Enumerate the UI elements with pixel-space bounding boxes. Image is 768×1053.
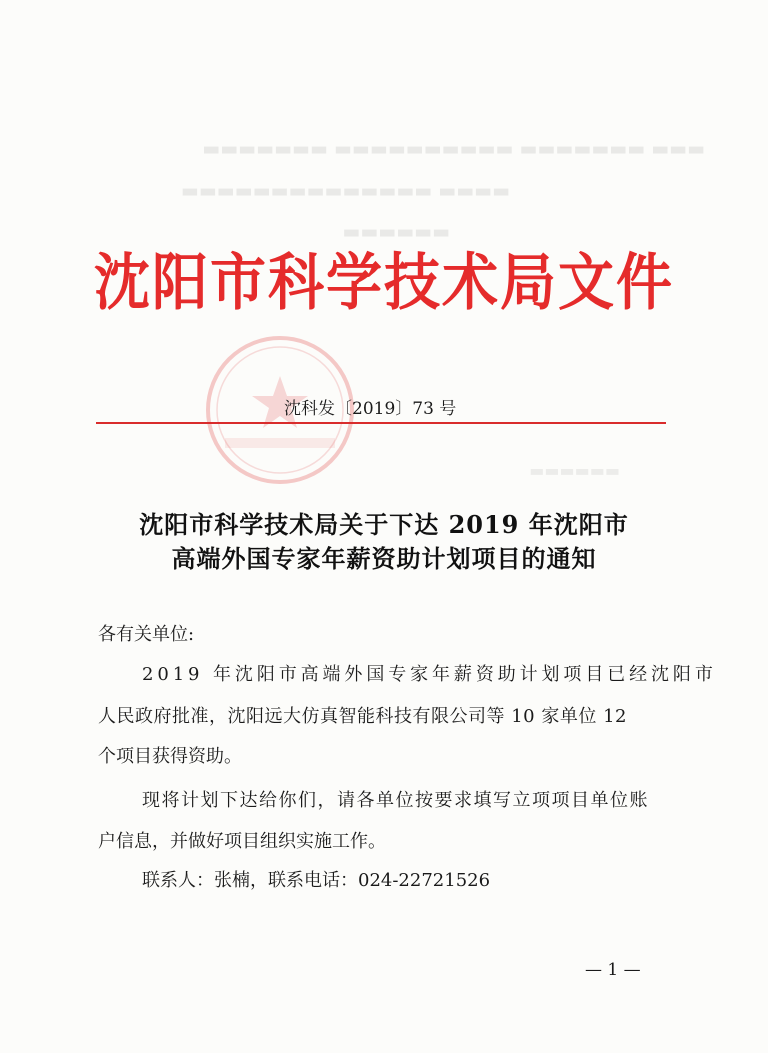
document-number: 沈科发〔2019〕73 号 bbox=[284, 399, 457, 419]
paragraph-2-line-2: 户信息，并做好项目组织实施工作。 bbox=[98, 831, 386, 852]
bleed-through-text: ▬▬▬ ▬▬▬▬▬▬▬ ▬▬▬▬▬▬▬▬▬▬ ▬▬▬▬▬▬▬ bbox=[202, 138, 705, 160]
notice-title-line-2: 高端外国专家年薪资助计划项目的通知 bbox=[171, 544, 597, 573]
paragraph-2-line-1: 现将计划下达给你们，请各单位按要求填写立项项目单位账 bbox=[142, 790, 649, 811]
notice-title-line-1: 沈阳市科学技术局关于下达 2019 年沈阳市 bbox=[139, 510, 629, 539]
page-number: — 1 — bbox=[585, 960, 641, 980]
issuer-header-title: 沈阳市科学技术局文件 bbox=[94, 247, 674, 319]
paragraph-1-line-1: 2019 年沈阳市高端外国专家年薪资助计划项目已经沈阳市 bbox=[142, 664, 717, 685]
salutation: 各有关单位: bbox=[98, 624, 195, 645]
red-divider-line bbox=[96, 422, 666, 424]
contact-line: 联系人：张楠，联系电话：024-22721526 bbox=[142, 870, 491, 891]
paragraph-1-line-2: 人民政府批准，沈阳远大仿真智能科技有限公司等 10 家单位 12 bbox=[98, 706, 627, 727]
paragraph-1-line-3: 个项目获得资助。 bbox=[98, 746, 242, 767]
bleed-through-text: ▬▬▬▬▬▬ bbox=[342, 221, 450, 243]
bleed-through-text: ▬▬▬▬ ▬▬▬▬▬▬▬▬▬▬▬▬▬▬ bbox=[180, 180, 510, 202]
bleed-through-text: ▬▬▬▬▬▬ bbox=[529, 461, 620, 480]
